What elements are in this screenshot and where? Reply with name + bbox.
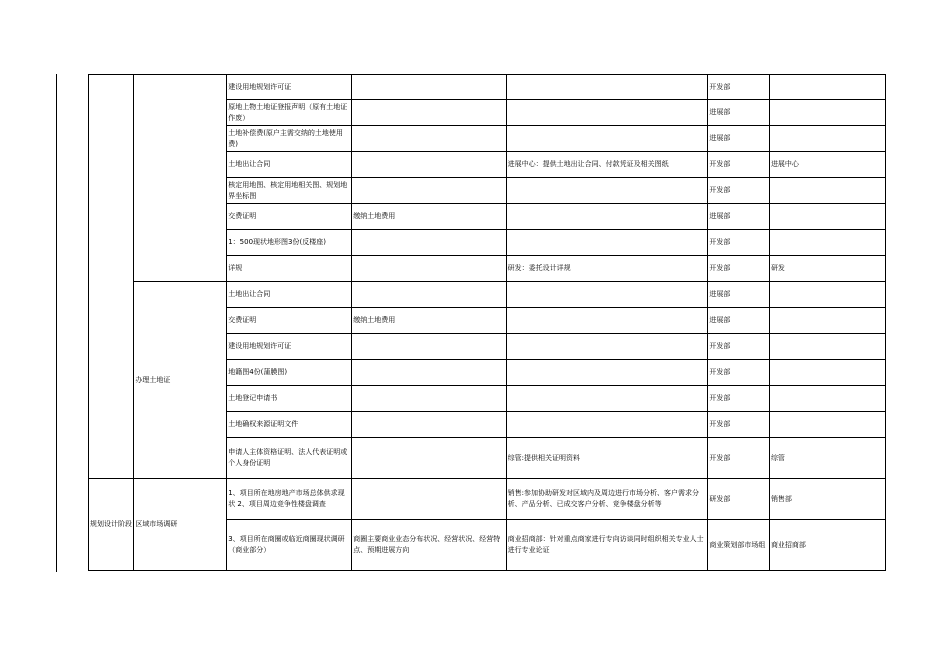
cost-cell bbox=[352, 178, 506, 204]
coop-cell bbox=[506, 126, 708, 152]
lead-dept-cell: 开发部 bbox=[708, 178, 770, 204]
dept-cell: 进展中心 bbox=[769, 152, 885, 178]
lead-dept-cell: 研发部 bbox=[708, 479, 770, 520]
lead-dept-cell: 开发部 bbox=[708, 334, 770, 360]
coop-cell bbox=[506, 360, 708, 386]
item-cell: 建设用地规划许可证 bbox=[227, 75, 352, 100]
table-row bbox=[89, 282, 886, 308]
cost-cell bbox=[352, 438, 506, 479]
dept-cell: 商业招商部 bbox=[769, 520, 885, 571]
coop-cell bbox=[506, 100, 708, 126]
item-cell: 申请人主体资格证明、法人代表证明或个人身份证明 bbox=[227, 438, 352, 479]
coop-cell: 研发：委托设计详规 bbox=[506, 256, 708, 282]
dept-cell bbox=[769, 126, 885, 152]
coop-cell: 进展中心：提供土地出让合同、付款凭证及相关图纸 bbox=[506, 152, 708, 178]
cost-cell: 商圈主要商业业态分布状况、经营状况、经营特点、预期进展方向 bbox=[352, 520, 506, 571]
lead-dept-cell: 进展部 bbox=[708, 100, 770, 126]
dept-cell bbox=[769, 386, 885, 412]
work-plan-table bbox=[88, 74, 886, 571]
cost-cell bbox=[352, 334, 506, 360]
lead-dept-cell: 进展部 bbox=[708, 126, 770, 152]
item-cell: 土地确权来源证明文件 bbox=[227, 412, 352, 438]
lead-dept-cell: 商业策划部市场组 bbox=[708, 520, 770, 571]
item-cell: 交费证明 bbox=[227, 308, 352, 334]
cost-cell bbox=[352, 100, 506, 126]
dept-cell bbox=[769, 334, 885, 360]
cost-cell bbox=[352, 256, 506, 282]
table-row bbox=[89, 75, 886, 100]
item-cell: 建设用地规划许可证 bbox=[227, 334, 352, 360]
lead-dept-cell: 开发部 bbox=[708, 412, 770, 438]
coop-cell bbox=[506, 386, 708, 412]
lead-dept-cell: 进展部 bbox=[708, 204, 770, 230]
dept-cell bbox=[769, 204, 885, 230]
cost-cell bbox=[352, 412, 506, 438]
item-cell: 地籍图4份(蒲膜图) bbox=[227, 360, 352, 386]
coop-cell bbox=[506, 282, 708, 308]
item-cell: 1、项目所在地房地产市场总体供求现状 2、项目周边竞争性楼盘调查 bbox=[227, 479, 352, 520]
coop-cell: 商业招商部：针对重点商家进行专向访谈同时组织相关专业人士进行专业论证 bbox=[506, 520, 708, 571]
item-cell: 详规 bbox=[227, 256, 352, 282]
cost-cell bbox=[352, 479, 506, 520]
coop-cell: 综管:提供相关证明资料 bbox=[506, 438, 708, 479]
cost-cell: 缴纳土地费用 bbox=[352, 308, 506, 334]
item-cell: 土地登记申请书 bbox=[227, 386, 352, 412]
item-cell: 土地出让合同 bbox=[227, 282, 352, 308]
stage-cell bbox=[89, 75, 134, 479]
dept-cell: 研发 bbox=[769, 256, 885, 282]
cost-cell bbox=[352, 282, 506, 308]
lead-dept-cell: 开发部 bbox=[708, 360, 770, 386]
cost-cell bbox=[352, 230, 506, 256]
coop-cell bbox=[506, 412, 708, 438]
dept-cell: 销售部 bbox=[769, 479, 885, 520]
lead-dept-cell: 开发部 bbox=[708, 386, 770, 412]
dept-cell bbox=[769, 75, 885, 100]
item-cell: 交费证明 bbox=[227, 204, 352, 230]
dept-cell bbox=[769, 308, 885, 334]
cost-cell bbox=[352, 386, 506, 412]
lead-dept-cell: 开发部 bbox=[708, 230, 770, 256]
lead-dept-cell: 进展部 bbox=[708, 282, 770, 308]
item-cell: 1：500现状地形图3份(反楼座) bbox=[227, 230, 352, 256]
table-row bbox=[89, 479, 886, 520]
coop-cell bbox=[506, 230, 708, 256]
cost-cell bbox=[352, 126, 506, 152]
item-cell: 核定用地图、核定用地相关图、规划地界坐标图 bbox=[227, 178, 352, 204]
coop-cell bbox=[506, 204, 708, 230]
dept-cell bbox=[769, 100, 885, 126]
task-cell: 区域市场调研 bbox=[134, 479, 227, 571]
lead-dept-cell: 开发部 bbox=[708, 75, 770, 100]
item-cell: 3、项目所在商圈或临近商圈现状调研（商业部分） bbox=[227, 520, 352, 571]
cost-cell bbox=[352, 360, 506, 386]
coop-cell bbox=[506, 75, 708, 100]
cost-cell: 缴纳土地费用 bbox=[352, 204, 506, 230]
stage-cell: 规划设计阶段 bbox=[89, 479, 134, 571]
lead-dept-cell: 开发部 bbox=[708, 152, 770, 178]
dept-cell bbox=[769, 282, 885, 308]
coop-cell bbox=[506, 178, 708, 204]
left-margin-line bbox=[56, 74, 57, 572]
cost-cell bbox=[352, 75, 506, 100]
lead-dept-cell: 开发部 bbox=[708, 438, 770, 479]
dept-cell bbox=[769, 178, 885, 204]
coop-cell bbox=[506, 334, 708, 360]
lead-dept-cell: 进展部 bbox=[708, 308, 770, 334]
coop-cell bbox=[506, 308, 708, 334]
cost-cell bbox=[352, 152, 506, 178]
item-cell: 土地出让合同 bbox=[227, 152, 352, 178]
dept-cell bbox=[769, 412, 885, 438]
dept-cell: 综管 bbox=[769, 438, 885, 479]
dept-cell bbox=[769, 360, 885, 386]
task-cell bbox=[134, 75, 227, 282]
dept-cell bbox=[769, 230, 885, 256]
item-cell: 土地补偿费(原户主需交纳的土地使用费) bbox=[227, 126, 352, 152]
item-cell: 原地上物土地证登报声明（原有土地证作废） bbox=[227, 100, 352, 126]
task-cell: 办理土地证 bbox=[134, 282, 227, 479]
lead-dept-cell: 开发部 bbox=[708, 256, 770, 282]
coop-cell: 销售:参加协助研发对区域内及周边进行市场分析、客户需求分析、产品分析、已成交客户分析、竞争楼盘分析等 bbox=[506, 479, 708, 520]
